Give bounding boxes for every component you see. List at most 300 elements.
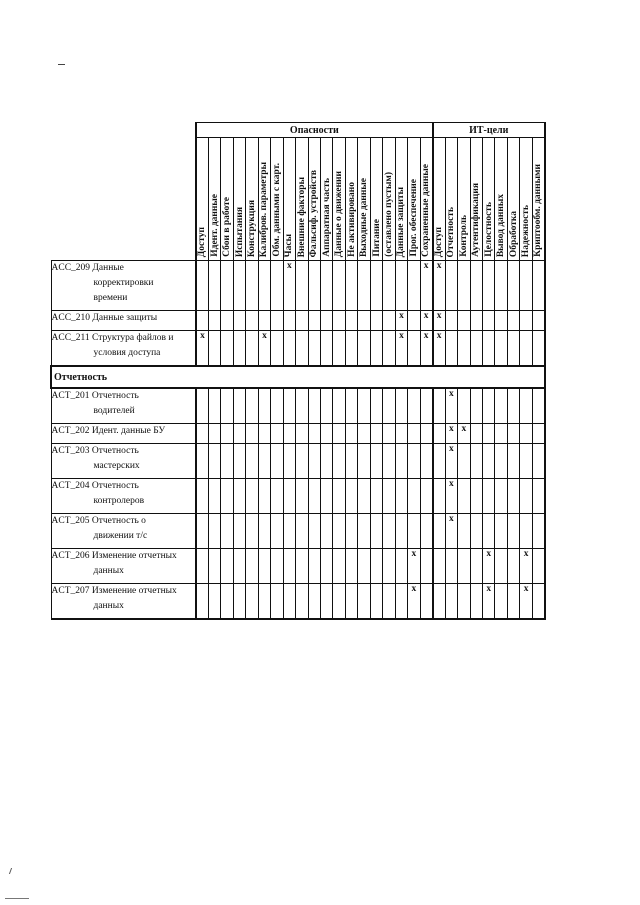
table-row	[51, 479, 545, 514]
matrix-cell	[520, 261, 532, 311]
matrix-cell	[520, 479, 532, 514]
row-label-line: ACT_203 Отчетность	[51, 446, 139, 456]
matrix-cell	[333, 584, 345, 620]
danger-column-label: Не активировано	[346, 182, 357, 257]
row-label-line: ACT_201 Отчетность	[51, 391, 139, 401]
it-goal-column-label: Аутентификация	[471, 183, 482, 257]
matrix-cell	[445, 311, 457, 331]
matrix-cell	[271, 311, 283, 331]
matrix-cell	[483, 514, 495, 549]
matrix-cell	[532, 479, 544, 514]
matrix-cell	[358, 514, 370, 549]
it-goal-column-header	[495, 138, 507, 261]
matrix-cell	[345, 331, 357, 367]
row-label-line: ACT_206 Изменение отчетных	[51, 551, 177, 561]
table-row	[51, 549, 545, 584]
it-goal-column-header	[532, 138, 544, 261]
matrix-cell	[321, 514, 333, 549]
matrix-cell	[445, 584, 457, 620]
matrix-cell-marked: x	[408, 584, 420, 620]
matrix-cell	[520, 388, 532, 424]
matrix-cell	[433, 584, 445, 620]
row-label-line: условия доступа	[93, 348, 161, 358]
matrix-cell	[483, 479, 495, 514]
matrix-cell	[233, 549, 245, 584]
matrix-cell	[208, 331, 220, 367]
row-label	[51, 311, 196, 331]
matrix-cell	[532, 261, 544, 311]
matrix-cell-marked: x	[445, 424, 457, 444]
danger-column-header	[333, 138, 345, 261]
danger-column-header	[221, 138, 233, 261]
danger-column-header	[246, 138, 258, 261]
matrix-cell	[308, 388, 320, 424]
matrix-cell	[221, 311, 233, 331]
row-label	[51, 331, 196, 367]
matrix-cell	[208, 311, 220, 331]
matrix-cell	[532, 311, 544, 331]
matrix-cell	[495, 331, 507, 367]
section-header: Отчетность	[51, 366, 545, 388]
matrix-cell	[383, 444, 395, 479]
matrix-cell	[408, 331, 420, 367]
matrix-cell-marked: x	[483, 549, 495, 584]
matrix-cell	[196, 311, 208, 331]
matrix-cell	[246, 261, 258, 311]
matrix-cell	[383, 261, 395, 311]
matrix-cell	[507, 261, 519, 311]
matrix-cell	[458, 479, 470, 514]
row-label	[51, 479, 196, 514]
matrix-cell	[495, 424, 507, 444]
matrix-cell	[532, 331, 544, 367]
matrix-cell	[221, 444, 233, 479]
matrix-cell-marked: x	[520, 549, 532, 584]
it-goal-column-label: Отчетность	[446, 206, 457, 257]
matrix-cell	[470, 444, 482, 479]
matrix-cell	[258, 424, 270, 444]
matrix-cell	[308, 331, 320, 367]
row-label-line: ACC_210 Данные защиты	[51, 313, 158, 323]
danger-column-label: Данные о движении	[334, 170, 345, 257]
matrix-cell	[321, 584, 333, 620]
danger-column-header	[296, 138, 308, 261]
matrix-cell	[395, 549, 407, 584]
matrix-cell	[520, 444, 532, 479]
matrix-cell	[433, 514, 445, 549]
matrix-cell	[483, 388, 495, 424]
matrix-cell	[370, 514, 382, 549]
matrix-cell	[345, 261, 357, 311]
matrix-cell	[321, 479, 333, 514]
matrix-cell	[296, 479, 308, 514]
matrix-cell	[532, 424, 544, 444]
matrix-cell	[420, 444, 433, 479]
matrix-cell	[370, 331, 382, 367]
matrix-cell	[345, 444, 357, 479]
matrix-cell	[470, 311, 482, 331]
matrix-cell	[470, 584, 482, 620]
row-label-line: контролеров	[93, 496, 145, 506]
matrix-cell	[383, 479, 395, 514]
matrix-cell	[246, 584, 258, 620]
danger-column-label: Конструкция	[247, 199, 258, 257]
matrix-cell	[358, 444, 370, 479]
danger-column-header	[383, 138, 395, 261]
header-blank	[51, 123, 196, 138]
matrix-cell	[258, 311, 270, 331]
matrix-cell	[395, 444, 407, 479]
matrix-cell	[370, 424, 382, 444]
matrix-cell	[196, 549, 208, 584]
danger-column-header	[233, 138, 245, 261]
matrix-cell	[358, 388, 370, 424]
matrix-cell	[208, 261, 220, 311]
table-row	[51, 444, 545, 479]
matrix-cell	[258, 549, 270, 584]
matrix-cell	[408, 311, 420, 331]
row-label-line: движении т/с	[93, 531, 148, 541]
matrix-cell	[458, 584, 470, 620]
matrix-cell-marked: x	[420, 331, 433, 367]
scan-mark-bottom	[9, 868, 15, 874]
matrix-cell-marked: x	[483, 584, 495, 620]
matrix-cell	[345, 388, 357, 424]
matrix-cell	[233, 514, 245, 549]
matrix-cell	[507, 479, 519, 514]
matrix-cell	[283, 549, 295, 584]
matrix-cell	[233, 584, 245, 620]
matrix-cell	[495, 311, 507, 331]
scan-mark-top	[58, 64, 65, 65]
matrix-cell	[333, 311, 345, 331]
matrix-cell	[308, 444, 320, 479]
row-label-line: данных	[93, 601, 124, 611]
danger-column-label: Сохраненные данные	[421, 164, 432, 257]
matrix-cell	[233, 479, 245, 514]
matrix-cell	[258, 444, 270, 479]
matrix-cell	[283, 331, 295, 367]
matrix-cell	[470, 514, 482, 549]
danger-column-label: Доступ	[197, 226, 208, 257]
danger-column-label: (оставлено пустым)	[384, 172, 395, 257]
matrix-cell	[458, 549, 470, 584]
matrix-cell	[383, 311, 395, 331]
matrix-cell	[196, 261, 208, 311]
matrix-cell	[221, 388, 233, 424]
matrix-cell	[258, 584, 270, 620]
matrix-cell	[333, 261, 345, 311]
matrix-cell	[433, 424, 445, 444]
matrix-cell-marked: x	[258, 331, 270, 367]
matrix-cell	[345, 514, 357, 549]
matrix-cell	[383, 549, 395, 584]
matrix-cell	[507, 311, 519, 331]
matrix-cell	[321, 388, 333, 424]
matrix-cell	[271, 331, 283, 367]
matrix-cell	[370, 311, 382, 331]
matrix-cell	[221, 424, 233, 444]
matrix-cell	[383, 514, 395, 549]
matrix-cell	[358, 479, 370, 514]
it-goal-column-label: Криптообм. данными	[533, 164, 544, 257]
matrix-cell	[271, 388, 283, 424]
row-label-line: мастерских	[93, 461, 140, 471]
matrix-cell-marked: x	[196, 331, 208, 367]
matrix-cell	[246, 424, 258, 444]
matrix-cell	[221, 549, 233, 584]
matrix-cell	[321, 331, 333, 367]
matrix-cell	[408, 479, 420, 514]
matrix-cell	[495, 261, 507, 311]
matrix-cell-marked: x	[283, 261, 295, 311]
matrix-cell	[495, 584, 507, 620]
matrix-cell	[246, 311, 258, 331]
it-goal-column-header	[445, 138, 457, 261]
matrix-cell	[458, 261, 470, 311]
matrix-cell	[420, 479, 433, 514]
matrix-cell	[433, 549, 445, 584]
table-row	[51, 388, 545, 424]
matrix-cell	[395, 424, 407, 444]
matrix-cell	[258, 479, 270, 514]
danger-column-header	[370, 138, 382, 261]
matrix-cell	[196, 479, 208, 514]
matrix-cell	[370, 584, 382, 620]
matrix-cell	[246, 444, 258, 479]
row-label-line: ACT_204 Отчетность	[51, 481, 139, 491]
matrix-cell	[208, 424, 220, 444]
matrix-cell	[246, 331, 258, 367]
danger-column-header	[321, 138, 333, 261]
matrix-cell	[458, 388, 470, 424]
matrix-cell	[308, 584, 320, 620]
matrix-cell	[258, 261, 270, 311]
matrix-cell-marked: x	[395, 311, 407, 331]
matrix-cell	[420, 514, 433, 549]
row-label	[51, 388, 196, 424]
matrix-cell	[196, 444, 208, 479]
matrix-cell	[483, 311, 495, 331]
matrix-cell	[296, 388, 308, 424]
matrix-cell	[495, 388, 507, 424]
danger-column-label: Испытания	[234, 206, 245, 257]
row-label	[51, 514, 196, 549]
matrix-cell	[296, 331, 308, 367]
matrix-cell	[483, 424, 495, 444]
table-row	[51, 584, 545, 620]
matrix-cell-marked: x	[433, 311, 445, 331]
matrix-cell	[283, 514, 295, 549]
danger-column-label: Обм. данными с карт.	[271, 163, 282, 257]
matrix-cell	[283, 444, 295, 479]
matrix-cell	[345, 311, 357, 331]
danger-column-label: Идент. данные	[209, 194, 220, 257]
matrix-cell	[258, 388, 270, 424]
matrix-cell	[483, 444, 495, 479]
matrix-cell	[470, 261, 482, 311]
table-row	[51, 311, 545, 331]
it-goal-column-header	[520, 138, 532, 261]
matrix-cell	[520, 311, 532, 331]
matrix-cell	[283, 311, 295, 331]
matrix-cell	[507, 549, 519, 584]
it-goal-column-header	[470, 138, 482, 261]
matrix-cell	[507, 331, 519, 367]
matrix-cell	[370, 549, 382, 584]
matrix-cell	[221, 514, 233, 549]
matrix-cell	[470, 424, 482, 444]
it-goal-column-label: Доступ	[434, 226, 445, 257]
matrix-cell	[308, 424, 320, 444]
row-label-line: ACT_202 Идент. данные БУ	[51, 426, 166, 436]
matrix-cell	[221, 479, 233, 514]
it-goal-column-header	[507, 138, 519, 261]
matrix-cell	[445, 549, 457, 584]
matrix-cell	[420, 549, 433, 584]
matrix-cell	[283, 424, 295, 444]
matrix-cell	[420, 584, 433, 620]
matrix-cell	[408, 444, 420, 479]
matrix-cell-marked: x	[395, 331, 407, 367]
matrix-cell-marked: x	[445, 479, 457, 514]
row-label-line: корректировки	[93, 278, 154, 288]
row-label-line: ACT_205 Отчетность о	[51, 516, 146, 526]
threats-it-goals-matrix	[50, 122, 546, 620]
matrix-cell	[507, 444, 519, 479]
matrix-cell-marked: x	[445, 444, 457, 479]
matrix-cell	[208, 549, 220, 584]
matrix-cell	[345, 584, 357, 620]
matrix-cell-marked: x	[433, 261, 445, 311]
matrix-cell	[308, 514, 320, 549]
matrix-cell	[196, 424, 208, 444]
matrix-cell	[495, 549, 507, 584]
matrix-cell	[296, 514, 308, 549]
matrix-cell	[321, 261, 333, 311]
matrix-cell-marked: x	[445, 514, 457, 549]
matrix-cell	[358, 261, 370, 311]
matrix-cell	[221, 261, 233, 311]
matrix-cell	[296, 424, 308, 444]
matrix-cell	[246, 388, 258, 424]
danger-column-header	[271, 138, 283, 261]
matrix-cell	[271, 261, 283, 311]
matrix-cell	[458, 331, 470, 367]
matrix-cell	[433, 388, 445, 424]
matrix-cell	[395, 479, 407, 514]
matrix-cell	[208, 584, 220, 620]
matrix-cell	[532, 584, 544, 620]
danger-column-header	[358, 138, 370, 261]
matrix-cell-marked: x	[420, 311, 433, 331]
danger-column-label: Фальсиф. устройств	[309, 169, 320, 257]
danger-column-header	[283, 138, 295, 261]
matrix-cell	[358, 549, 370, 584]
matrix-cell-marked: x	[420, 261, 433, 311]
matrix-cell	[308, 549, 320, 584]
matrix-cell	[420, 424, 433, 444]
danger-column-label: Внешние факторы	[296, 176, 307, 257]
danger-column-label: Прог. обеспечение	[408, 179, 419, 257]
matrix-cell	[408, 388, 420, 424]
matrix-cell	[507, 514, 519, 549]
matrix-cell	[370, 444, 382, 479]
matrix-cell	[483, 331, 495, 367]
matrix-cell	[333, 331, 345, 367]
matrix-cell	[308, 479, 320, 514]
matrix-cell	[333, 549, 345, 584]
matrix-cell	[408, 514, 420, 549]
danger-column-label: Калибров. параметры	[259, 161, 270, 257]
matrix-cell	[532, 514, 544, 549]
matrix-cell	[246, 514, 258, 549]
matrix-cell	[271, 584, 283, 620]
matrix-cell-marked: x	[458, 424, 470, 444]
matrix-cell	[470, 549, 482, 584]
danger-column-label: Часы	[284, 233, 295, 257]
matrix-cell	[345, 479, 357, 514]
danger-column-header	[420, 138, 433, 261]
matrix-cell	[395, 514, 407, 549]
matrix-cell	[296, 584, 308, 620]
it-goal-column-header	[458, 138, 470, 261]
matrix-cell	[370, 479, 382, 514]
matrix-cell	[233, 388, 245, 424]
matrix-cell	[408, 424, 420, 444]
matrix-cell	[233, 261, 245, 311]
table-row	[51, 261, 545, 311]
it-goal-column-label: Целостность	[483, 202, 494, 257]
matrix-cell	[420, 388, 433, 424]
matrix-cell	[370, 388, 382, 424]
matrix-cell	[532, 549, 544, 584]
matrix-cell	[221, 584, 233, 620]
danger-column-header	[258, 138, 270, 261]
matrix-cell	[271, 424, 283, 444]
row-label	[51, 261, 196, 311]
matrix-cell	[271, 549, 283, 584]
matrix-cell	[470, 479, 482, 514]
matrix-cell	[358, 584, 370, 620]
matrix-cell-marked: x	[445, 388, 457, 424]
row-label-line: ACT_207 Изменение отчетных	[51, 586, 177, 596]
matrix-cell	[333, 388, 345, 424]
matrix-cell	[445, 331, 457, 367]
matrix-cell	[470, 331, 482, 367]
matrix-cell	[395, 261, 407, 311]
danger-column-label: Сбои в работе	[222, 197, 233, 257]
matrix-cell	[445, 261, 457, 311]
danger-column-header	[395, 138, 407, 261]
matrix-cell	[520, 424, 532, 444]
it-goal-column-header	[483, 138, 495, 261]
matrix-cell	[345, 424, 357, 444]
matrix-cell	[520, 331, 532, 367]
matrix-cell	[532, 388, 544, 424]
matrix-cell	[507, 584, 519, 620]
it-goal-column-label: Контроль	[458, 215, 469, 257]
matrix-cell	[296, 311, 308, 331]
matrix-cell	[283, 584, 295, 620]
matrix-cell	[507, 424, 519, 444]
matrix-cell	[196, 584, 208, 620]
matrix-cell	[196, 514, 208, 549]
danger-column-header	[345, 138, 357, 261]
matrix-cell	[246, 479, 258, 514]
matrix-cell-marked: x	[520, 584, 532, 620]
row-label-line: времени	[93, 293, 128, 303]
